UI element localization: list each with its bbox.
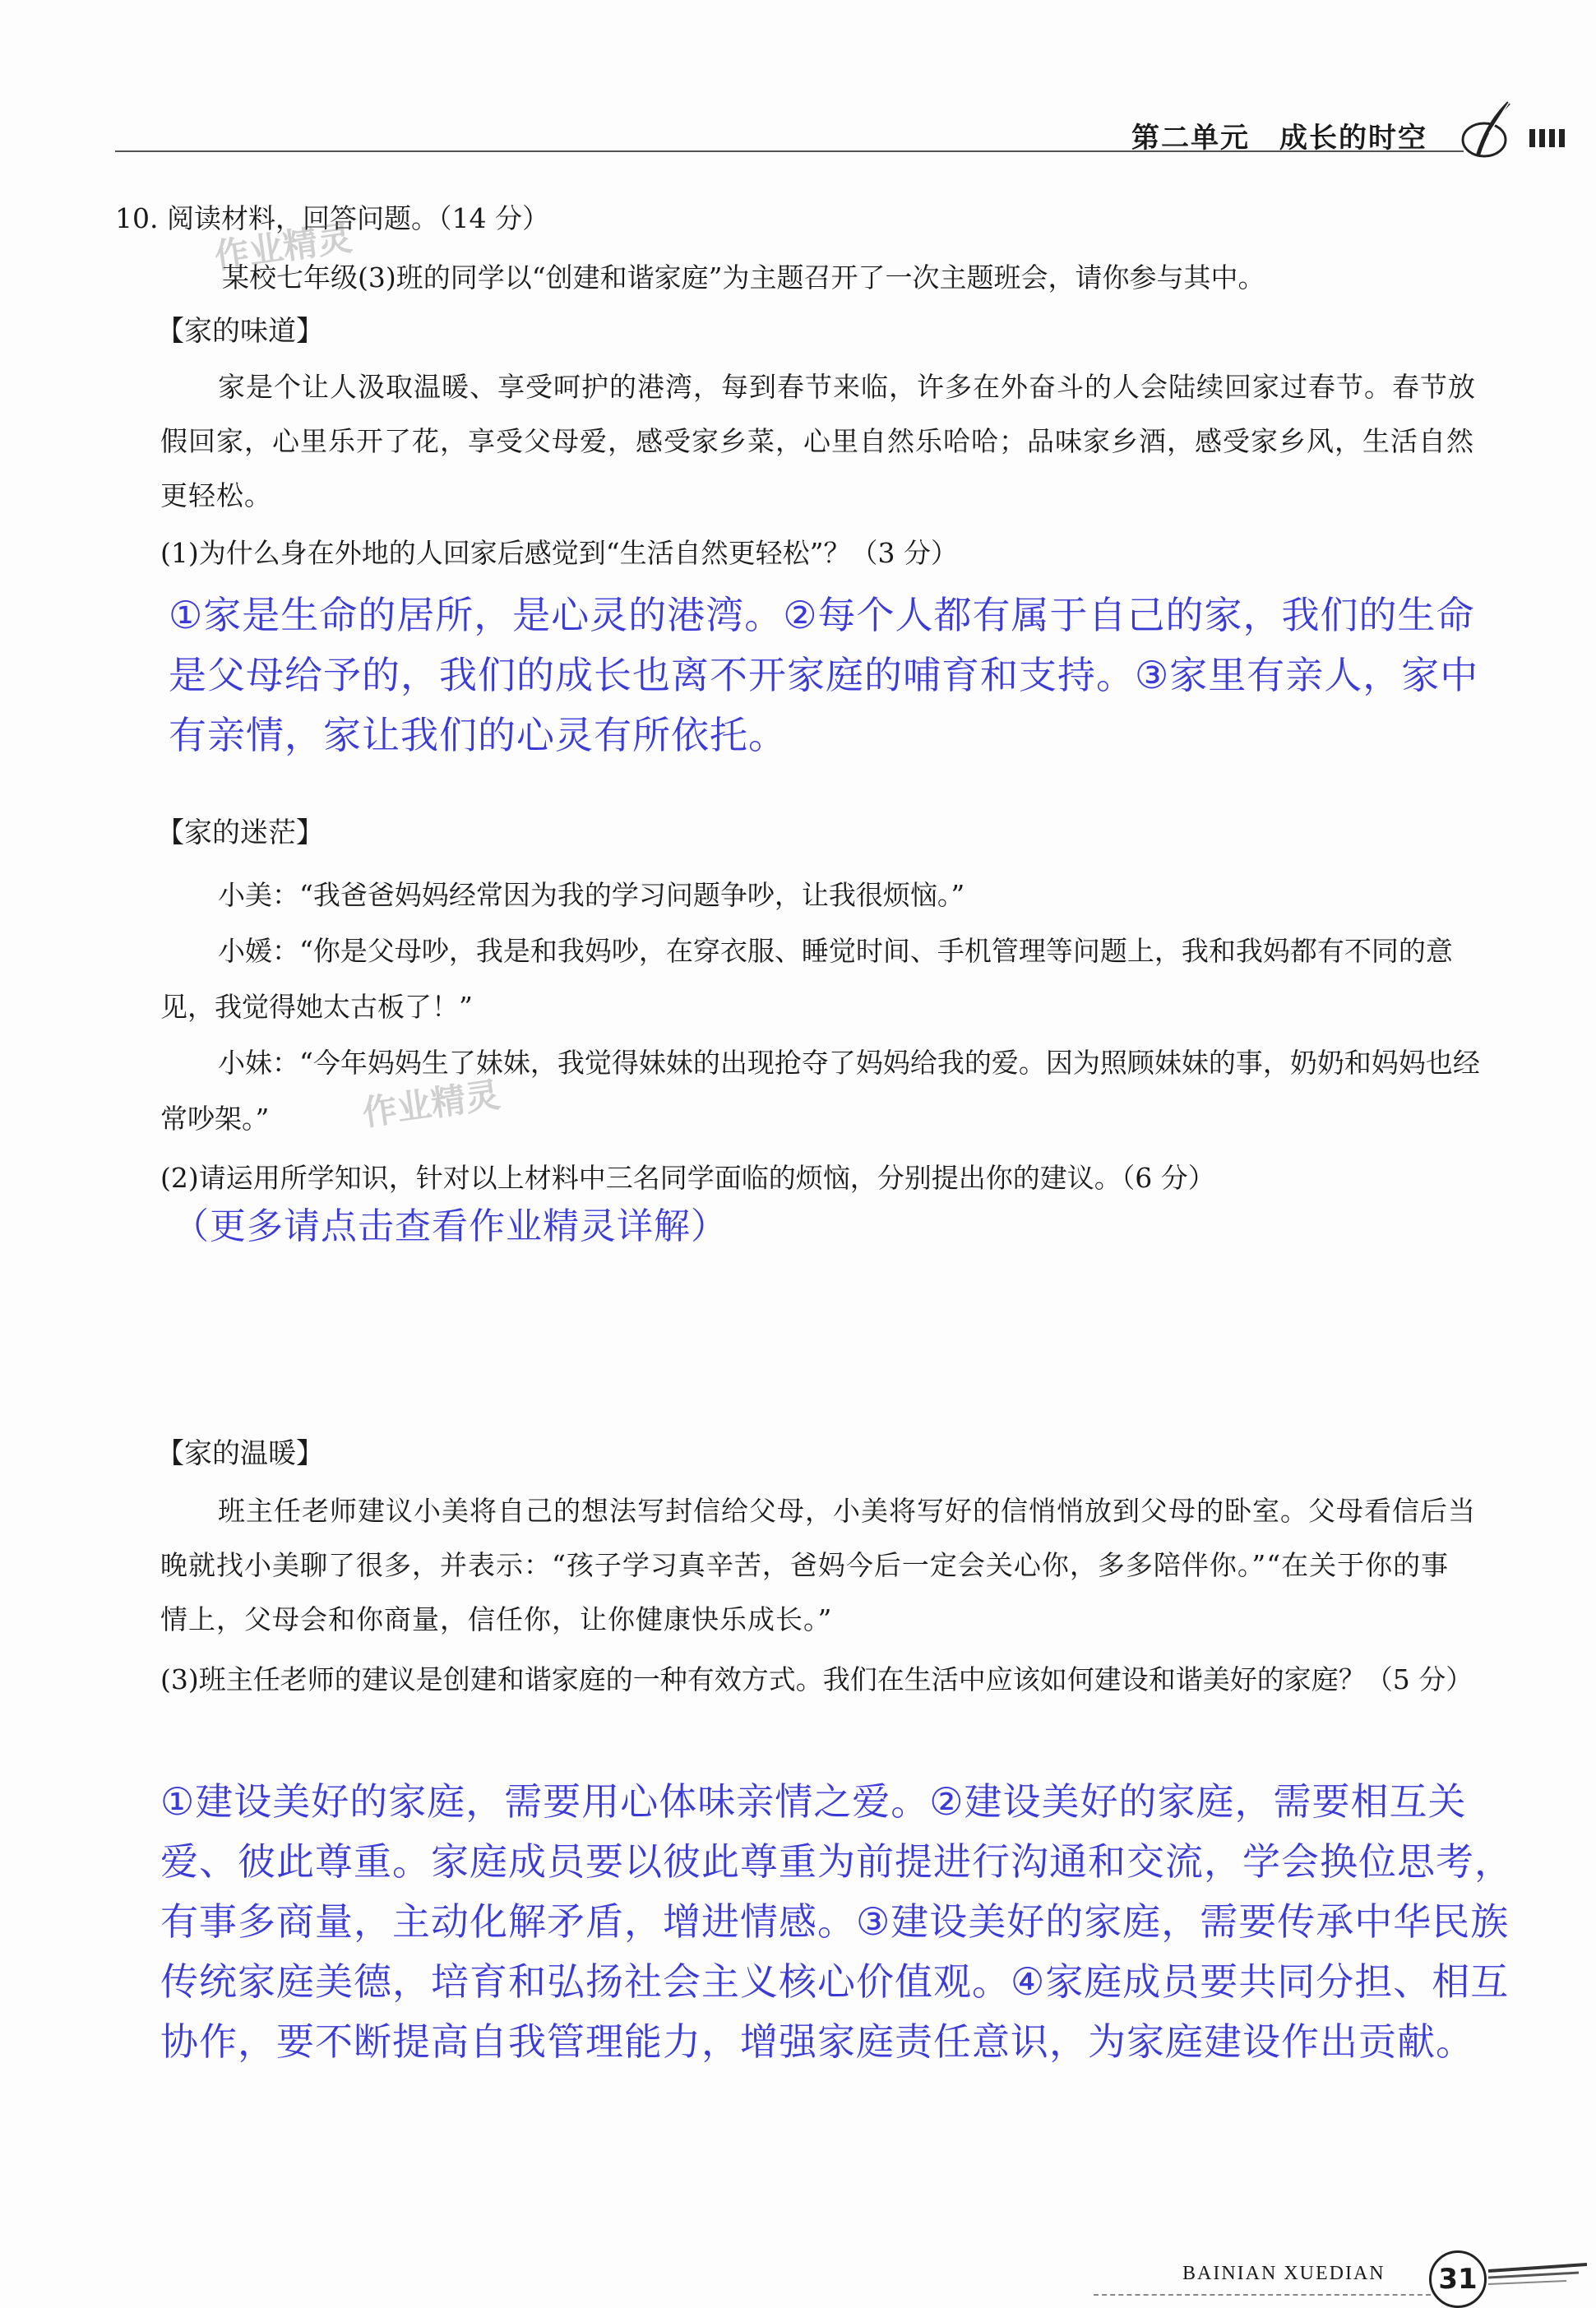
question-title: 10. 阅读材料，回答问题。（14 分） (115, 202, 549, 234)
material-paragraph-warmth: 班主任老师建议小美将自己的想法写封信给父母，小美将写好的信悄悄放到父母的卧室。父母看信后当晚就找小美聊了很多，并表示：“孩子学习真辛苦，爸妈今后一定会关心你，多多陪伴你。”“在关于你的事情上，父母会和你商量，信任你，让你健康快乐成长。” (160, 1495, 1476, 1635)
header-divider (115, 150, 1464, 152)
dialogue-block (160, 867, 1484, 1147)
section-heading-warmth: 【家的温暖】 (156, 1437, 324, 1470)
sub-question-1: (1)为什么身在外地的人回家后感觉到“生活自然更轻松”？（3 分） (160, 537, 958, 569)
sub-question-3: (3)班主任老师的建议是创建和谐家庭的一种有效方式。我们在生活中应该如何建设和谐美好的家庭？（5 分） (160, 1663, 1473, 1695)
footer-brand: BAINIAN XUEDIAN (1182, 2263, 1386, 2284)
question-intro: 某校七年级(3)班的同学以“创建和谐家庭”为主题召开了一次主题班会，请你参与其中。 (222, 261, 1265, 294)
view-more-link[interactable]: （更多请点击查看作业精灵详解） (173, 1205, 728, 1247)
section-heading-taste: 【家的味道】 (156, 315, 324, 348)
header-bars-icon (1529, 129, 1587, 150)
page-number: 31 (1429, 2250, 1487, 2308)
material-paragraph-taste: 家是个让人汲取温暖、享受呵护的港湾，每到春节来临，许多在外奋斗的人会陆续回家过春节。春节放假回家，心里乐开了花，享受父母爱，感受家乡菜，心里自然乐哈哈；品味家乡酒，感受家乡风，生活自然更轻松。 (160, 371, 1476, 511)
watermark-text: 作业精灵 (211, 217, 354, 277)
dialogue-xiaoyuan: 小媛：“你是父母吵，我是和我妈吵，在穿衣服、睡觉时间、手机管理等问题上，我和我妈都有不同的意见，我觉得她太古板了！” (160, 935, 1453, 1023)
sub-question-2: (2)请运用所学知识，针对以上材料中三名同学面临的烦恼，分别提出你的建议。（6 分） (160, 1162, 1215, 1194)
answer-3: ①建设美好的家庭，需要用心体味亲情之爱。②建设美好的家庭，需要相互关爱、彼此尊重。家庭成员要以彼此尊重为前提进行沟通和交流，学会换位思考，有事多商量，主动化解矛盾，增进情感。③建设美好的家庭，需要传承中华民族传统家庭美德，培育和弘扬社会主义核心价值观。④家庭成员要共同分担、相互协作，要不断提高自我管理能力，增强家庭责任意识，为家庭建设作出贡献。 (160, 1779, 1513, 2064)
footer-divider (1094, 2294, 1431, 2296)
answer-1: ①家是生命的居所，是心灵的港湾。②每个人都有属于自己的家，我们的生命是父母给予的，我们的成长也离不开家庭的哺育和支持。③家里有亲人，家中有亲情，家让我们的心灵有所依托。 (169, 593, 1479, 757)
unit-title: 第二单元 成长的时空 (1131, 122, 1427, 155)
quill-pen-icon (1460, 99, 1517, 164)
dialogue-xiaomei: 小美：“我爸爸妈妈经常因为我的学习问题争吵，让我很烦恼。” (218, 879, 965, 911)
watermark-text-2: 作业精灵 (359, 1074, 502, 1134)
section-heading-confusion: 【家的迷茫】 (156, 816, 324, 849)
footer-speed-lines-icon (1488, 2259, 1587, 2292)
dialogue-xiaomei2: 小妹：“今年妈妈生了妹妹，我觉得妹妹的出现抢夺了妈妈给我的爱。因为照顾妹妹的事，奶奶和妈妈也经常吵架。” (160, 1047, 1480, 1135)
